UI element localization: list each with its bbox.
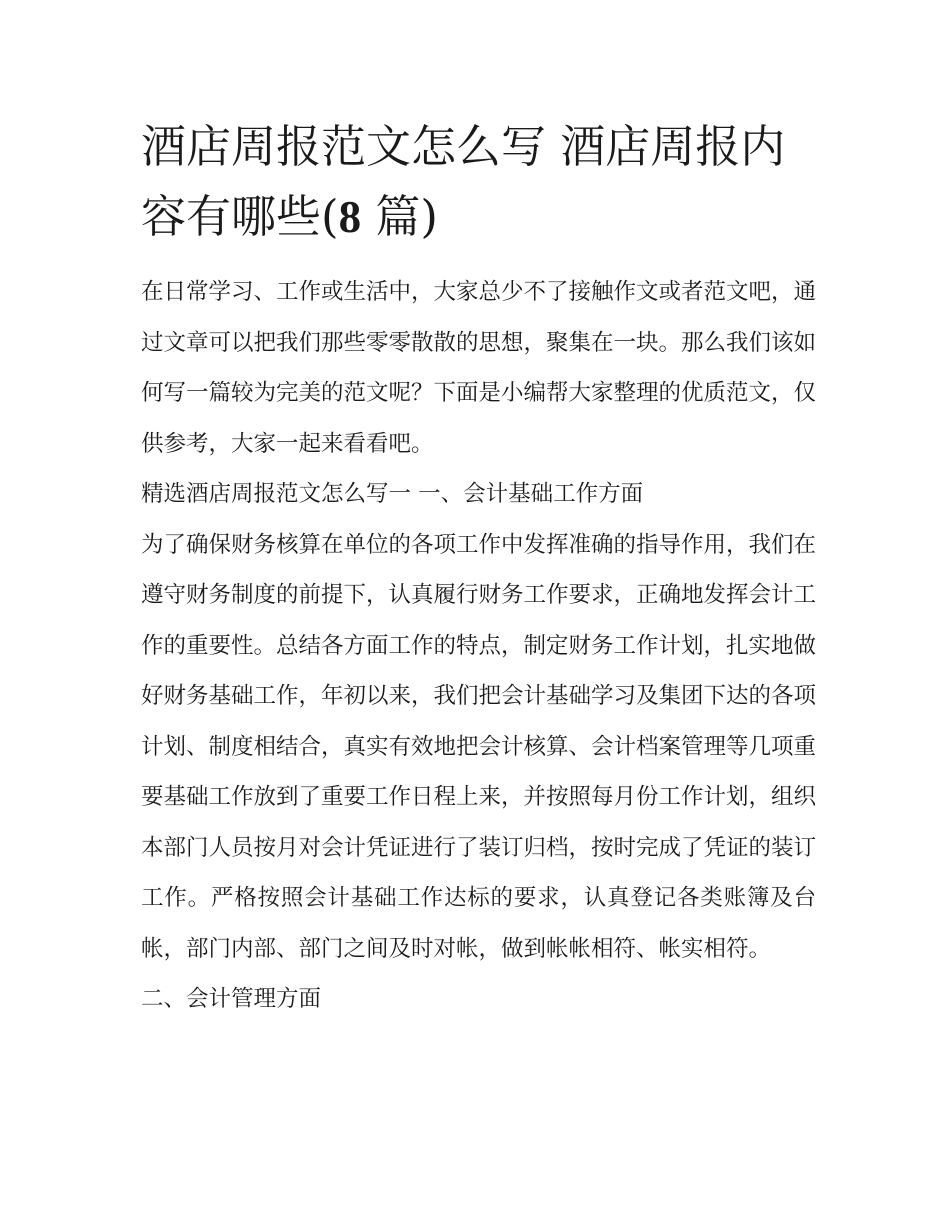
intro-paragraph: 在日常学习、工作或生活中，大家总少不了接触作文或者范文吧，通过文章可以把我们那些零零散散的思想，聚集在一块。那么我们该如何写一篇较为完美的范文呢？下面是小编帮大家整理的优质范文，仅供参考，大家一起来看看吧。 [141,279,817,457]
title-text-part1: 酒店周报范文怎么写 酒店周报内容有哪些( [141,120,786,243]
section-one-heading: 精选酒店周报范文怎么写一 一、会计基础工作方面 [141,481,644,507]
document-title [141,112,816,252]
section-one-body: 为了确保财务核算在单位的各项工作中发挥准确的指导作用，我们在遵守财务制度的前提下，认真履行财务工作要求，正确地发挥会计工作的重要性。总结各方面工作的特点，制定财务工作计划，扎实地做好财务基础工作，年初以来，我们把会计基础学习及集团下达的各项计划、制度相结合，真实有效地把会计核算、会计档案管理等几项重要基础工作放到了重要工作日程上来，并按照每月份工作计划，组织本部门人员按月对会计凭证进行了装订归档，按时完成了凭证的装订工作。严格按照会计基础工作达标的要求，认真登记各类账簿及台帐，部门内部、部门之间及时对帐，做到帐帐相符、帐实相符。 [141,531,817,962]
title-text-part2: 篇) [361,190,438,243]
section-two-heading: 二、会计管理方面 [141,986,322,1012]
title-count-number: 8 [338,192,362,242]
document-content [141,112,816,1025]
